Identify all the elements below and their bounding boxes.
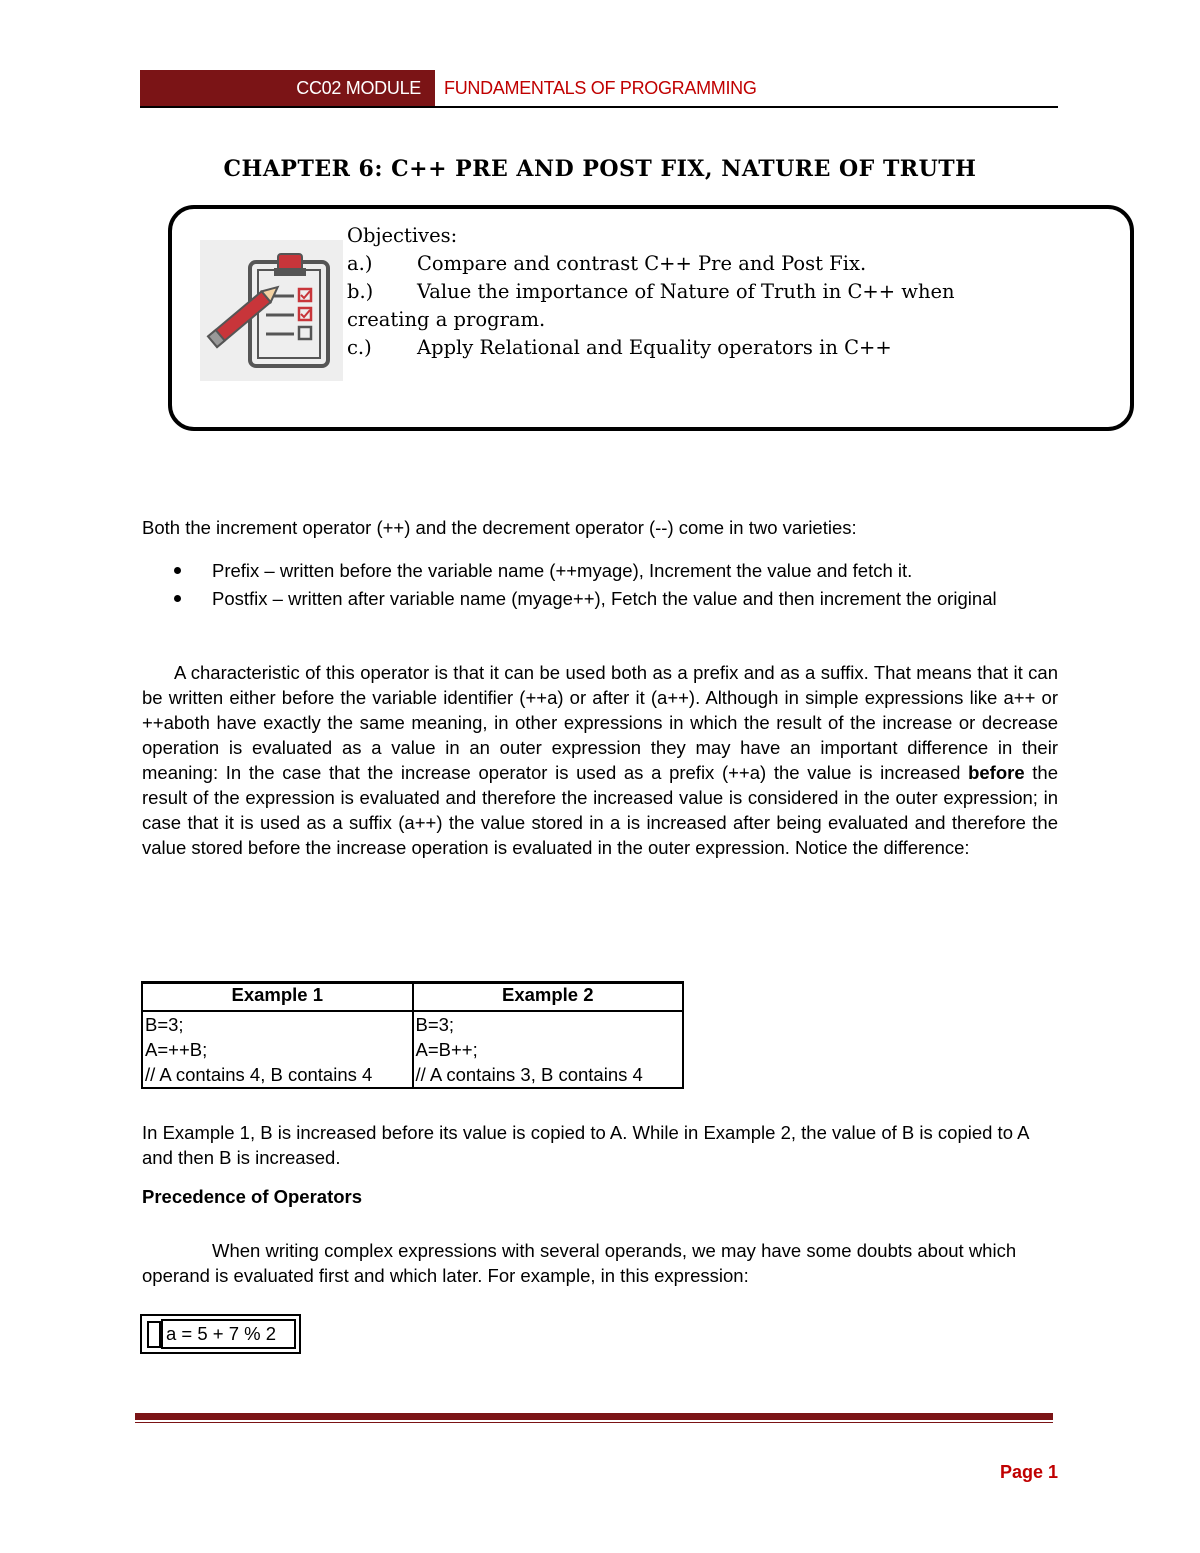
code-line: B=3; bbox=[145, 1014, 184, 1035]
objective-text: Value the importance of Nature of Truth in C++ when bbox=[417, 280, 955, 303]
header-rule bbox=[140, 106, 1058, 108]
objective-item bbox=[347, 278, 1067, 306]
bullet-dot-icon bbox=[174, 567, 181, 574]
page-number bbox=[1000, 1462, 1058, 1483]
objective-continuation: creating a program. bbox=[347, 308, 546, 331]
bullet-dot-icon bbox=[174, 595, 181, 602]
objectives-heading: Objectives: bbox=[347, 224, 458, 247]
objective-marker: b.) bbox=[347, 280, 374, 303]
expression-box bbox=[140, 1314, 301, 1354]
examples-table bbox=[141, 981, 684, 1089]
precedence-body: When writing complex expressions with several operands, we may have some doubts about which operand is evaluated first and which later. For example, in this expression: bbox=[142, 1240, 1017, 1286]
paragraph-part: A characteristic of this operator is that it can be used both as a prefix and as a suffix. That means that it can be written either before the variable identifier (++a) or after it (a++). Although in simple expressions like a++ or ++aboth have exactly the same meaning, in other expressions in which the result of the increase or decrease operation is evaluated as a value in an outer expression they may have an important difference in their meaning: In the case that the increase operator is used as a prefix (++a) the value is increased bbox=[142, 662, 1058, 783]
code-line: A=++B; bbox=[145, 1039, 208, 1060]
bullet-item bbox=[172, 586, 1060, 611]
objective-text: Apply Relational and Equality operators in C++ bbox=[417, 336, 892, 359]
chapter-title: CHAPTER 6: C++ PRE AND POST FIX, NATURE OF TRUTH bbox=[223, 156, 977, 182]
course-title: FUNDAMENTALS OF PROGRAMMING bbox=[444, 78, 757, 98]
paragraph-bold: before bbox=[968, 762, 1025, 783]
table-header: Example 1 bbox=[142, 983, 413, 1012]
footer-rule bbox=[135, 1413, 1053, 1420]
section-heading: Precedence of Operators bbox=[142, 1186, 363, 1207]
intro-text: Both the increment operator (++) and the decrement operator (--) come in two varieties: bbox=[142, 517, 857, 538]
code-line: B=3; bbox=[415, 1014, 455, 1035]
objective-marker: c.) bbox=[347, 336, 372, 359]
expression-text: a = 5 + 7 % 2 bbox=[161, 1319, 296, 1349]
explanation-paragraph bbox=[142, 660, 1058, 860]
page-header bbox=[140, 70, 1058, 110]
page-value: 1 bbox=[1047, 1462, 1058, 1482]
clipboard-checklist-icon bbox=[200, 240, 343, 381]
footer-thin-rule bbox=[135, 1422, 1053, 1423]
bullet-list bbox=[172, 558, 1060, 614]
code-line: A=B++; bbox=[415, 1039, 478, 1060]
module-banner bbox=[140, 70, 435, 106]
bullet-item bbox=[172, 558, 1060, 583]
table-cell bbox=[142, 1011, 413, 1088]
module-label: CC02 MODULE bbox=[296, 78, 421, 98]
objective-marker: a.) bbox=[347, 252, 373, 275]
precedence-text bbox=[142, 1238, 1058, 1288]
objectives-list bbox=[347, 222, 1067, 362]
missing-glyph-icon bbox=[147, 1321, 161, 1348]
after-table-text: In Example 1, B is increased before its value is copied to A. While in Example 2, the value of B is copied to A and then B is increased. bbox=[142, 1122, 1029, 1168]
table-cell bbox=[413, 1011, 684, 1088]
bullet-text: Prefix – written before the variable name (++myage), Increment the value and fetch it. bbox=[212, 560, 913, 581]
objective-item bbox=[347, 250, 1067, 278]
code-line: // A contains 4, B contains 4 bbox=[145, 1064, 373, 1085]
table-header: Example 2 bbox=[413, 983, 684, 1012]
paragraph-part: the result of the expression is evaluated and therefore the increased value is considered in the outer expression; in case that it is used as a suffix (a++) the value stored in a is increased after being evaluated and therefore the value stored before the increase operation is evaluated in the outer expression. Notice the difference: bbox=[142, 762, 1058, 858]
bullet-text: Postfix – written after variable name (myage++), Fetch the value and then increment the original bbox=[212, 588, 997, 609]
objective-item bbox=[347, 334, 1067, 362]
code-line: // A contains 3, B contains 4 bbox=[415, 1064, 643, 1085]
table-row bbox=[142, 1011, 683, 1088]
page-label: Page bbox=[999, 1462, 1043, 1482]
objective-text: Compare and contrast C++ Pre and Post Fix. bbox=[417, 252, 867, 275]
